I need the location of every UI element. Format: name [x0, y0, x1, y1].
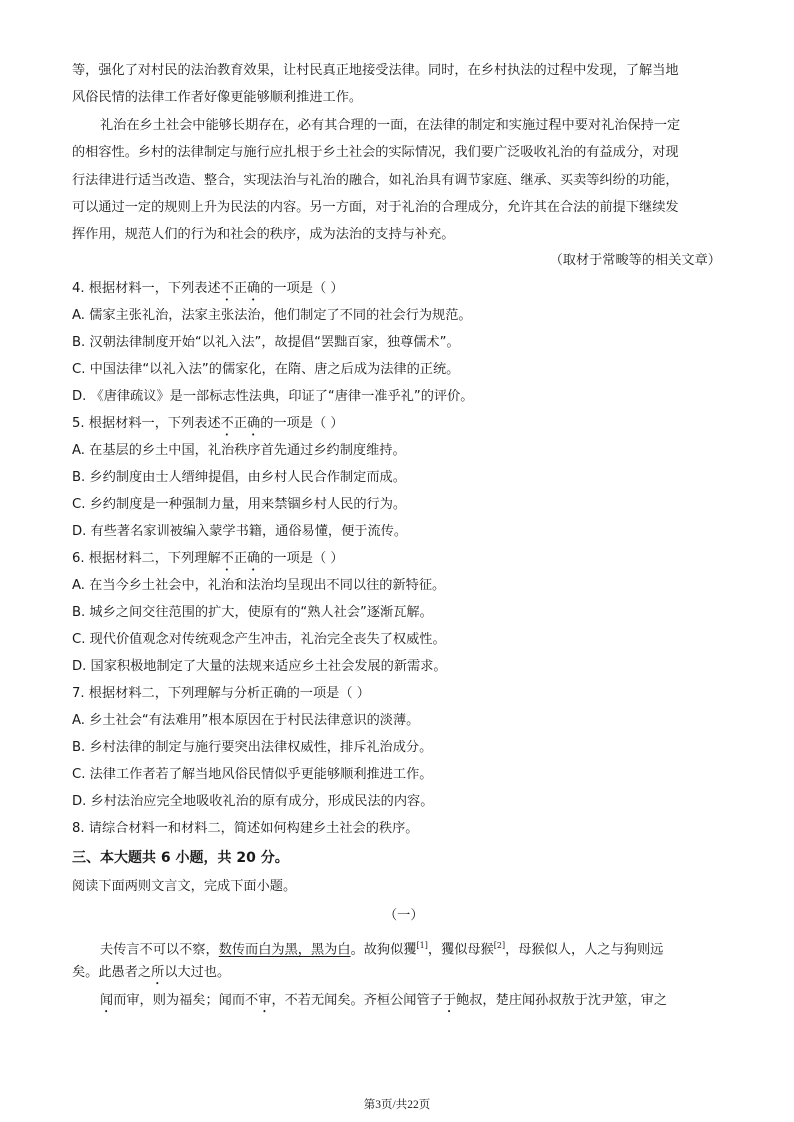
section-heading: 三、本大题共 6 小题，共 20 分。 — [72, 850, 289, 866]
source-citation: （取材于常畯等的相关文章） — [549, 253, 721, 268]
paragraph-line: 等，强化了对村民的法治教育效果，让村民真正地接受法律。同时，在乡村执法的过程中发现，了解当地 — [72, 63, 679, 78]
paragraph-line: 行法律进行适当改造、整合，实现法治与礼治的融合，如礼治具有调节家庭、继承、买卖等纠纷的功能， — [72, 173, 679, 188]
question-8-stem: 8. 请综合材料一和材料二，简述如何构建乡土社会的秩序。 — [72, 821, 419, 836]
question-5-stem: 5. 根据材料一，下列表述不正确的一项是（ ） — [72, 416, 344, 431]
underlined-phrase: 数传而白为黑，黑为白 — [218, 942, 351, 958]
question-5-option-d: D. 有些著名家训被编入蒙学书籍，通俗易懂，便于流传。 — [72, 524, 408, 539]
paragraph-line: 风俗民情的法律工作者好像更能够顺利推进工作。 — [72, 90, 363, 105]
question-5-option-a: A. 在基层的乡土中国，礼治秩序首先通过乡约制度维持。 — [72, 443, 406, 458]
question-7-option-b: B. 乡村法律的制定与施行要突出法律权威性，排斥礼治成分。 — [72, 740, 433, 755]
section-instruction: 阅读下面两则文言文，完成下面小题。 — [72, 879, 297, 894]
question-6-option-b: B. 城乡之间交往范围的扩大，使原有的“熟人社会”逐渐瓦解。 — [72, 605, 433, 620]
question-4-option-d: D. 《唐律疏议》是一部标志性法典，印证了“唐律一准乎礼”的评价。 — [72, 389, 474, 404]
question-7-option-a: A. 乡土社会“有法难用”根本原因在于村民法律意识的淡薄。 — [72, 713, 420, 728]
question-7-stem: 7. 根据材料二，下列理解与分析正确的一项是（ ） — [72, 686, 370, 701]
classical-passage-line: 夫传言不可以不察，数传而白为黑，黑为白。故狗似玃[1]，玃似母猴[2]，母猴似人，人之与狗则远 — [100, 941, 664, 958]
paragraph-line: 礼治在乡土社会中能够长期存在，必有其合理的一面，在法律的制定和实施过程中要对礼治保持一定 — [100, 118, 681, 133]
question-6-stem: 6. 根据材料二，下列理解不正确的一项是（ ） — [72, 551, 344, 566]
question-4-stem: 4. 根据材料一，下列表述不正确的一项是（ ） — [72, 281, 344, 296]
question-6-option-c: C. 现代价值观念对传统观念产生冲击，礼治完全丧失了权威性。 — [72, 632, 446, 647]
paragraph-line: 可以通过一定的规则上升为民法的内容。另一方面，对于礼治的合理成分，允许其在合法的前提下继续发 — [72, 200, 679, 215]
question-4-option-c: C. 中国法律“以礼入法”的儒家化，在隋、唐之后成为法律的正统。 — [72, 362, 460, 377]
question-4-option-b: B. 汉朝法律制度开始“以礼入法”，故提倡“罢黜百家，独尊儒术”。 — [72, 335, 460, 350]
footnote-marker: [1] — [416, 941, 428, 950]
question-7-option-d: D. 乡村法治应完全地吸收礼治的原有成分，形成民法的内容。 — [72, 794, 434, 809]
paragraph-line: 的相容性。乡村的法律制定与施行应扎根于乡土社会的实际情况，我们要广泛吸收礼治的有益成分，对现 — [72, 145, 679, 160]
question-6-option-a: A. 在当今乡土社会中，礼治和法治均呈现出不同以往的新特征。 — [72, 578, 446, 593]
question-7-option-c: C. 法律工作者若了解当地风俗民情似乎更能够顺利推进工作。 — [72, 767, 433, 782]
footnote-marker: [2] — [493, 941, 506, 950]
question-5-option-c: C. 乡约制度是一种强制力量，用来禁锢乡村人民的行为。 — [72, 497, 407, 512]
question-4-option-a: A. 儒家主张礼治，法家主张法治，他们制定了不同的社会行为规范。 — [72, 308, 472, 323]
classical-passage-line: 闻而审，则为福矣；闻而不审，不若无闻矣。齐桓公闻管子于鲍叔，楚庄闻孙叔敖于沈尹筮，审之 — [100, 993, 668, 1008]
classical-passage-line: 矣。此愚者之所以大过也。 — [72, 965, 231, 980]
question-6-option-d: D. 国家积极地制定了大量的法规来适应乡土社会发展的新需求。 — [72, 659, 447, 674]
passage-part-label: （一） — [384, 908, 424, 923]
question-5-option-b: B. 乡约制度由士人缙绅提倡，由乡村人民合作制定而成。 — [72, 470, 406, 485]
page-number: 第3页/共22页 — [363, 1099, 431, 1111]
paragraph-line: 挥作用，规范人们的行为和社会的秩序，成为法治的支持与补充。 — [72, 227, 455, 242]
